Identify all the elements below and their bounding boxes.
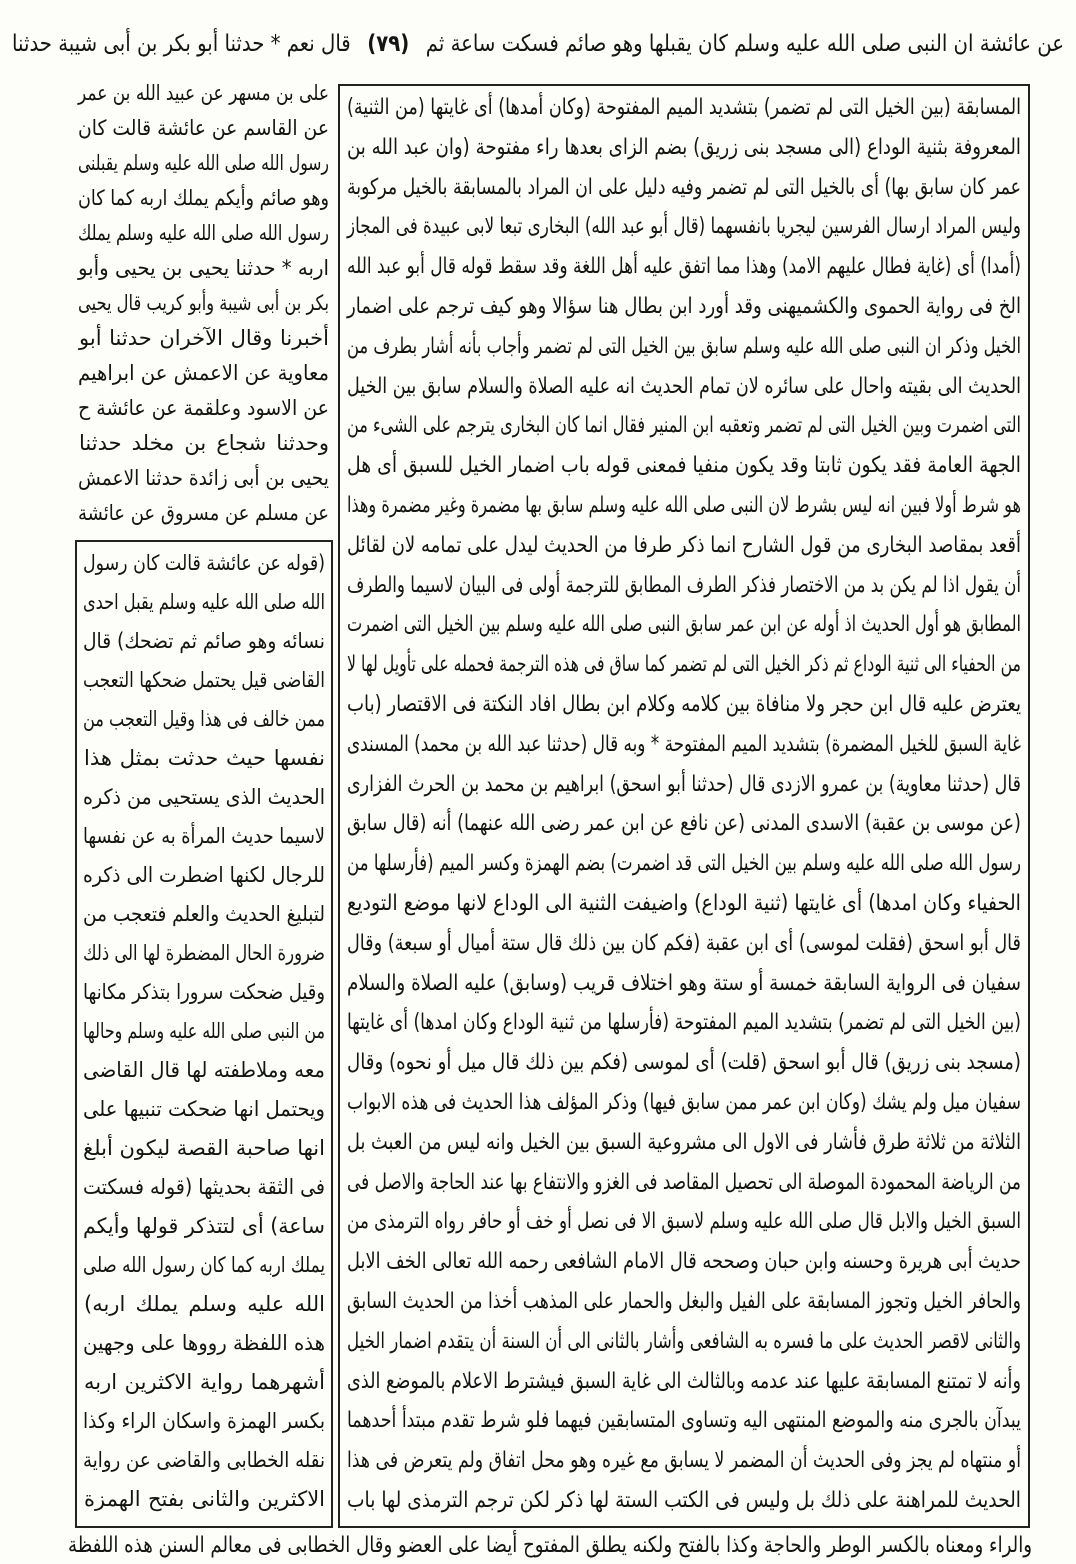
page-header	[12, 22, 1064, 66]
main-commentary-line: المطابق هو أول الحديث اذ أوله عن ابن عمر سابق النبى صلى الله عليه وسلم بين الخيل التى اضمرت	[346, 612, 1021, 638]
main-commentary-line: يبدآن بالجرى منه والموضع المنتهى اليه وتساوى المتسابقين فيهما فلو شرط تقدم مبتدأ أحدهما	[347, 1408, 1022, 1434]
side-commentary-line: يملك اربه كما كان رسول الله صلى	[82, 1253, 325, 1277]
side-commentary-line: فى الثقة بحديثها (قوله فسكتت	[83, 1175, 325, 1199]
side-commentary-line: نفسها حيث حدثت بمثل هذا	[84, 746, 325, 770]
hadith-text-line: يحيى بن أبى زائدة حدثنا الاعمش	[77, 466, 330, 490]
side-commentary-line: أشهرهما رواية الاكثرين اربه	[84, 1370, 325, 1394]
main-commentary-line: والثانى لاقصر الحديث على ما فسره به الشافعى وأشار بالثانى الى أن السنة أن يتقدم اضمار الخيل	[346, 1328, 1021, 1354]
side-commentary-line: الله صلى الله عليه وسلم يقبل احدى	[82, 590, 325, 614]
side-commentary-line: بكسر الهمزة واسكان الراء وكذا	[83, 1409, 325, 1433]
main-commentary-line: أقعد بمقاصد البخارى من قول الشارح انما ذكر طرفا من الحديث ليدل على تمامه لان لقائل	[346, 532, 1021, 558]
main-commentary-line: الجهة العامة فقد يكون ثابتا وقد يكون منفيا فمعنى قوله باب اضمار الخيل للسبق أى هل	[346, 453, 1021, 479]
main-commentary-line: حديث أبى هريرة وحسنه وابن حبان وصححه قال الامام الشافعى رحمه الله تعالى الخف الابل	[347, 1249, 1021, 1275]
main-commentary-line: (مسجد بنى زريق) قال أبو اسحق (قلت) أى لموسى (فكم بين ذلك قال ميل أو نحوه) وقال	[347, 1050, 1021, 1076]
side-commentary-line: ضرورة الحال المضطرة لها الى ذلك	[82, 941, 325, 965]
hadith-text-line: وهو صائم وأيكم يملك اربه كما كان	[77, 186, 329, 210]
side-commentary-line: وقيل ضحكت سرورا بتذكر مكانها	[82, 980, 325, 1004]
side-commentary-line: الله عليه وسلم يملك اربه)	[84, 1292, 325, 1316]
hadith-text-line: على بن مسهر عن عبيد الله بن عمر	[77, 81, 329, 105]
hadith-text-line: معاوية عن الاعمش عن ابراهيم	[78, 361, 329, 385]
side-commentary-line: هذه اللفظة رووها على وجهين	[82, 1331, 326, 1355]
side-commentary-line: لتبليغ الحديث والعلم فتعجب من	[83, 902, 325, 926]
page-number: (٧٩)	[367, 31, 410, 57]
main-commentary-line: غاية السبق للخيل المضمرة) بتشديد الميم المفتوحة * وبه قال (حدثنا عبد الله بن محمد) المسندى	[347, 731, 1021, 757]
main-commentary-line: وأنه لا تمتنع المسابقة عليها عند عدمه وبالثالث الى غاية السبق فيشترط الاعلام بالموضع الذى	[347, 1368, 1021, 1394]
side-commentary-line: القاضى قيل يحتمل ضحكها التعجب	[82, 668, 325, 692]
main-commentary-line: السبق الخيل والابل قال صلى الله عليه وسلم لاسبق الا فى نصل أو خف أو حافر رواه الترمذى من	[347, 1209, 1021, 1235]
main-commentary-line: (أمدا) أى (غاية فطال عليهم الامد) وهذا مما اتفق عليه أهل اللغة وقد سقط قوله قال أبو عبد الله	[347, 254, 1021, 280]
side-commentary-line: (قوله عن عائشة قالت كان رسول	[83, 551, 325, 575]
header-text-left: قال نعم * حدثنا أبو بكر بن أبى شيبة حدثنا	[12, 31, 351, 57]
main-commentary-line: الحديث الى بقيته واحال على سائره لان تمام الحديث انه عليه الصلاة والسلام سابق بين الخيل	[347, 373, 1021, 399]
side-commentary-line: لاسيما حديث المرأة به عن نفسها	[82, 824, 326, 848]
page-header-line	[12, 22, 1065, 66]
main-commentary-line: قال أبو اسحق (فقلت لموسى) أى ابن عقبة (فكم كان بين ذلك قال ستة أميال أو سبعة) وقال	[346, 930, 1021, 956]
hadith-text-line: عن مسلم عن مسروق عن عائشة	[77, 501, 329, 525]
page-footer	[68, 1530, 1032, 1562]
side-commentary-line: الاكثرين والثانى بفتح الهمزة	[84, 1487, 325, 1511]
main-commentary-line: (بين الخيل التى لم تضمر) بتشديد الميم المفتوحة (فأرسلها من ثنية الوداع وكان امدها) أى غايتها	[346, 1010, 1021, 1036]
main-commentary-line: هو شرط أولا فبين انه ليس بشرط لان النبى صلى الله عليه وسلم سابق بها مضمرة وغير مضمرة وهذا	[346, 492, 1021, 518]
main-commentary-line: التى اضمرت وبين الخيل التى لم تضمر وتعقبه ابن المنير فقال انما كان البخارى يترجم على الشىء من	[347, 413, 1021, 439]
side-commentary-line: ويحتمل انها ضحكت تنبيها على	[83, 1097, 326, 1121]
hadith-text-block	[75, 76, 332, 538]
main-commentary-line: الثلاثة من ثلاثة طرق فأشار فى الاول الى مشروعية السبق بين الخيل وانه ليس من العبث بل	[347, 1129, 1021, 1155]
header-text-right: عن عائشة ان النبى صلى الله عليه وسلم كان يقبلها وهو صائم فسكت ساعة ثم	[425, 31, 1065, 57]
side-commentary-line: نسائه وهو صائم ثم تضحك) قال	[82, 629, 325, 653]
main-commentary-line: الخ فى رواية الحموى والكشميهنى وقد أورد ابن بطال هنا سؤالا وهو كيف ترجم على اضمار	[346, 293, 1021, 319]
main-commentary-line: الخيل وذكر ان النبى صلى الله عليه وسلم سابق بين الخيل التى لم تضمر وأجاب بأنه أشار بطرف من	[347, 333, 1021, 359]
main-commentary-line: من الحفياء الى ثنية الوداع ثم ذكر الخيل التى لم تضمر كما ساق فى هذه الترجمة فحمله على تأويل لها لا	[346, 652, 1021, 678]
main-commentary-line: عمر كان سابق بها) أى بالخيل التى لم تضمر وفيه دليل على ان المراد بالمسابقة بالخيل مركوبة	[346, 174, 1021, 200]
main-commentary-line: الحديث للمراهنة على ذلك بل وليس فى الكتب الستة لها ذكر لكن ترجم الترمذى لها باب	[346, 1487, 1021, 1513]
side-commentary-line: ممن خالف فى هذا وقيل التعجب من	[82, 707, 325, 731]
main-commentary-line: أو منتهاه لم يجز وفى الحديث أن المضمر لا يسابق مع غيره وهو محل اتفاق ولم يتعرض فى هذا	[347, 1448, 1022, 1474]
main-commentary-line: الحفياء وكان امدها) أى غايتها (ثنية الوداع) واضيفت الثنية الى الوداع لانها موضع التوديع	[346, 890, 1021, 916]
hadith-text-line: رسول الله صلى الله عليه وسلم يملك	[78, 221, 329, 245]
main-commentary-box	[338, 84, 1030, 1528]
main-commentary-line: سفيان فى الرواية السابقة خمسة أو ستة وهو اختلاف قريب (وسابق) عليه الصلاة والسلام	[346, 970, 1021, 996]
page-footer-line: والراء ومعناه بالكسر الوطر والحاجة وكذا بالفتح ولكنه يطلق المفتوح أيضا على العضو وقال الخطابى فى معالم السنن هذه اللفظة	[67, 1533, 1032, 1558]
hadith-text-line: رسول الله صلى الله عليه وسلم يقبلنى	[77, 151, 329, 175]
side-commentary-line: الحديث الذى يستحيى من ذكره	[83, 785, 325, 809]
hadith-text-line: عن الاسود وعلقمة عن عائشة ح	[78, 396, 330, 420]
main-commentary-line: (عن موسى بن عقبة) الاسدى المدنى (عن نافع عن ابن عمر رضى الله عنهما) أنه (قال سابق	[347, 811, 1021, 837]
main-commentary-line: سفيان ميل ولم يشك (وكان ابن عمر ممن سابق فيها) وذكر المؤلف هذا الحديث فى هذه الابواب	[346, 1089, 1021, 1115]
main-commentary-line: المسابقة (بين الخيل التى لم تضمر) بتشديد الميم المفتوحة (وكان أمدها) أى غايتها (من الثنية)	[347, 95, 1021, 120]
main-commentary-line: يعترض عليه قال ابن حجر ولا منافاة بين كلامه وكلام ابن بطال افاد النكتة فى الاقتصار (باب	[347, 691, 1021, 717]
main-commentary-line: وليس المراد ارسال الفرسين ليجريا بانفسهما (قال أبو عبد الله) البخارى تبعا لابى عبيدة فى المجاز	[347, 214, 1022, 240]
side-commentary-line: للرجال لكنها اضطرت الى ذكره	[83, 863, 326, 887]
side-commentary-line: ساعة) أى لتتذكر قولها وأيكم	[83, 1214, 326, 1238]
hadith-text-line: اربه * حدثنا يحيى بن يحيى وأبو	[77, 256, 330, 280]
main-commentary-line: والحافر الخيل وتجوز المسابقة على الفيل والبغل والحمار على المذهب أخذا من الحديث السابق	[346, 1288, 1021, 1314]
hadith-text-line: أخبرنا وقال الآخران حدثنا أبو	[79, 326, 329, 350]
main-commentary-line: المعروفة بثنية الوداع (الى مسجد بنى زريق) بضم الزاى بعدها راء مفتوحة (وان عبد الله بن	[346, 134, 1021, 160]
main-commentary-line: رسول الله صلى الله عليه وسلم بين الخيل التى قد اضمرت) بضم الهمزة وكسر الميم (فأرسلها من	[346, 851, 1021, 877]
side-commentary-line: من النبى صلى الله عليه وسلم وحالها	[83, 1019, 325, 1043]
side-commentary-line: نقله الخطابى والقاضى عن رواية	[83, 1448, 325, 1472]
hadith-text-line: بكر بن أبى شيبة وأبو كريب قال يحيى	[78, 291, 329, 315]
side-commentary-line: معه وملاطفته لها قال القاضى	[83, 1058, 325, 1082]
main-commentary-line: من الرياضة المحمودة الموصلة الى تحصيل المقاصد فى الغزو والانتفاع بها عند الحاجة والاصل فى	[347, 1169, 1021, 1195]
side-commentary-line: انها صاحبة القصة ليكون أبلغ	[83, 1136, 325, 1160]
main-commentary-line: أن يقول اذا لم يكن بد من الاختصار فذكر الطرف المطابق للترجمة أولى فى البيان لاسيما والطرف	[346, 572, 1021, 598]
side-commentary-box	[75, 540, 333, 1528]
hadith-text-line: وحدثنا شجاع بن مخلد حدثنا	[79, 431, 329, 455]
hadith-text-line: عن القاسم عن عائشة قالت كان	[78, 116, 329, 140]
main-commentary-line: قال (حدثنا معاوية) بن عمرو الازدى قال (حدثنا أبو اسحق) ابراهيم بن محمد بن الحرث الفزارى	[347, 771, 1021, 797]
